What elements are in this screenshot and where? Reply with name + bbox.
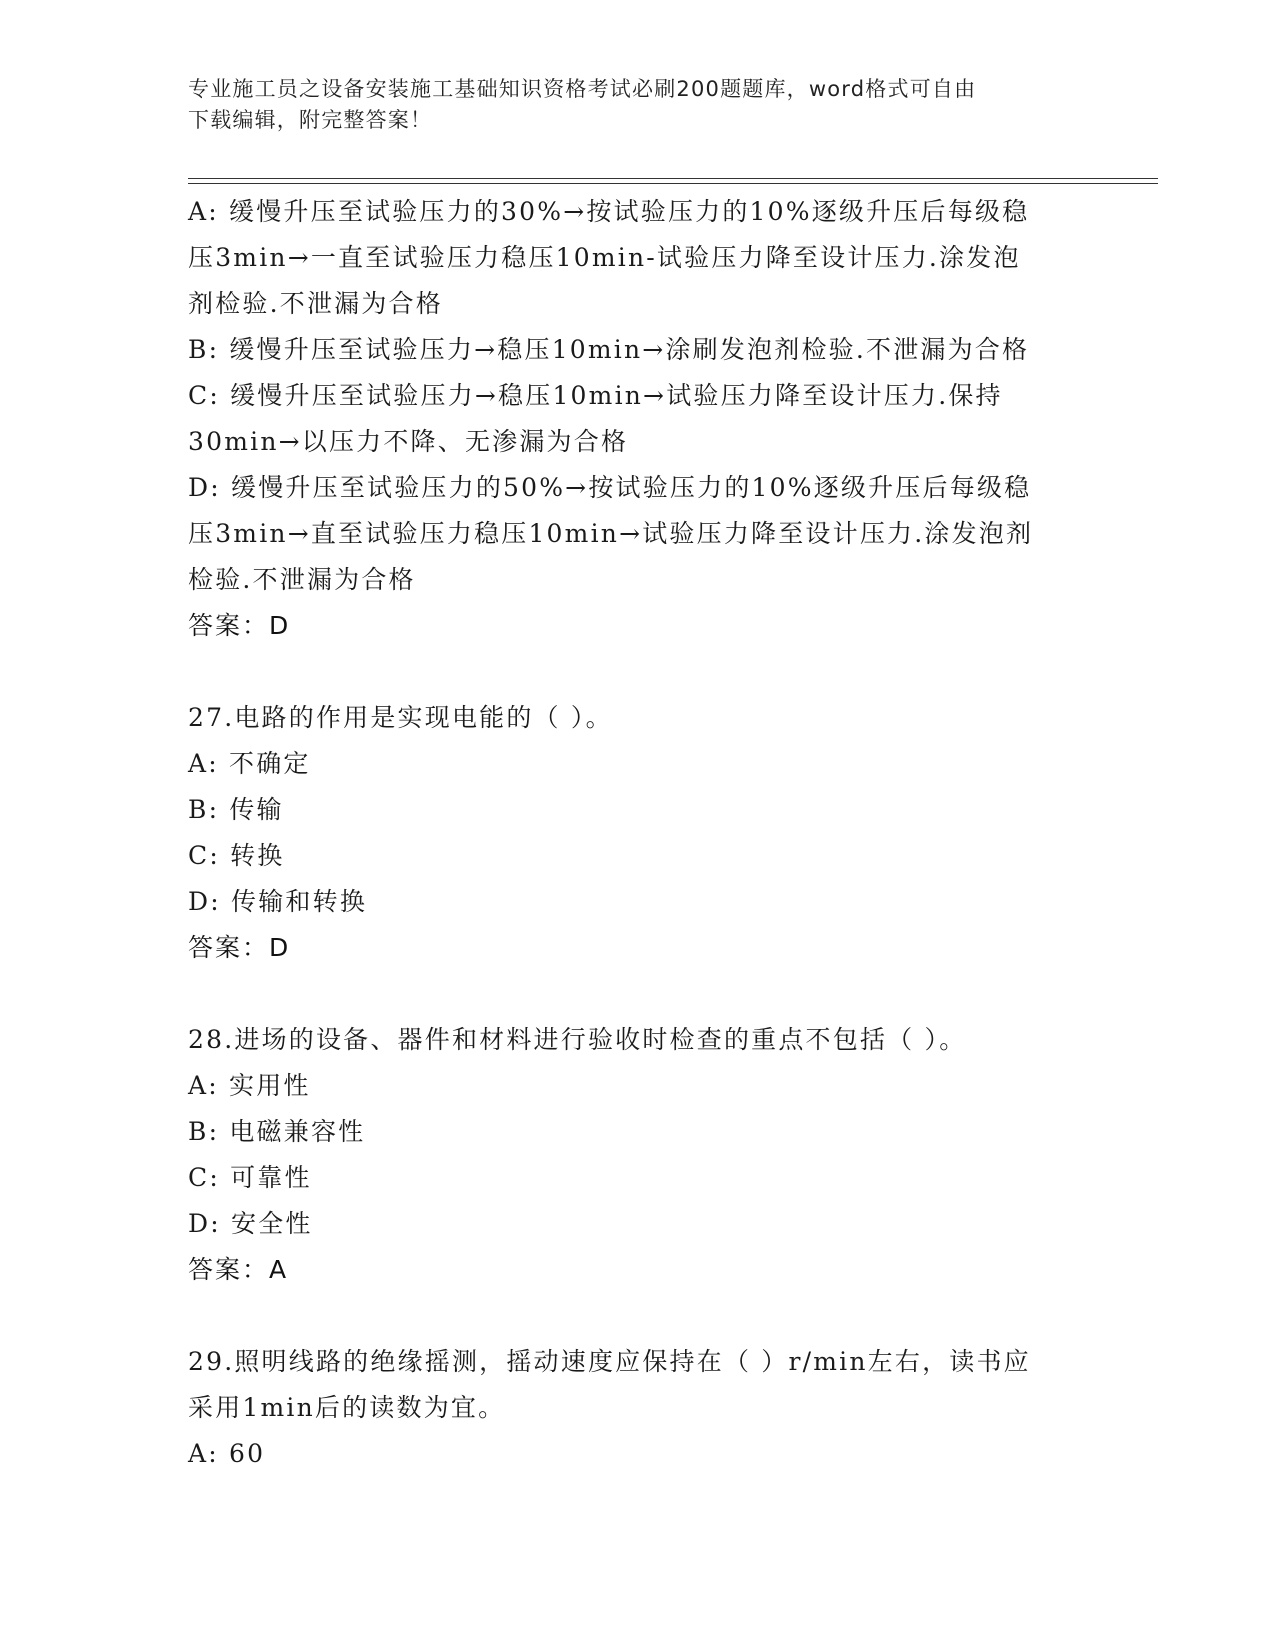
option-b: B: 传输 <box>188 795 284 824</box>
option-a-line: 剂检验.不泄漏为合格 <box>188 289 443 318</box>
option-d-line: 压3min→直至试验压力稳压10min→试验压力降至设计压力.涂发泡剂 <box>188 519 1034 548</box>
question-27 <box>188 695 1088 971</box>
option-c-line: C: 缓慢升压至试验压力→稳压10min→试验压力降至设计压力.保持 <box>188 381 1003 410</box>
option-a: A: 60 <box>188 1439 266 1468</box>
question-29 <box>188 1339 1088 1477</box>
question-26-options <box>188 189 1088 649</box>
question-content <box>188 189 1088 1477</box>
question-text: 28.进场的设备、器件和材料进行验收时检查的重点不包括（ ）。 <box>188 1025 967 1054</box>
question-text: 29.照明线路的绝缘摇测，摇动速度应保持在（ ）r/min左右，读书应 <box>188 1347 1031 1376</box>
header-title-line-2: 下载编辑，附完整答案！ <box>188 108 433 132</box>
option-a-line: 压3min→一直至试验压力稳压10min-试验压力降至设计压力.涂发泡 <box>188 243 1021 272</box>
option-d-line: D: 缓慢升压至试验压力的50%→按试验压力的10%逐级升压后每级稳 <box>188 473 1032 502</box>
option-c: C: 可靠性 <box>188 1163 312 1192</box>
option-b: B: 电磁兼容性 <box>188 1117 366 1146</box>
option-c: C: 转换 <box>188 841 285 870</box>
question-text: 27.电路的作用是实现电能的（ ）。 <box>188 703 613 732</box>
option-c-line: 30min→以压力不降、无渗漏为合格 <box>188 427 629 456</box>
spacer <box>188 649 1088 695</box>
answer-label: 答案：D <box>188 611 291 640</box>
option-b-line: B: 缓慢升压至试验压力→稳压10min→涂刷发泡剂检验.不泄漏为合格 <box>188 335 1030 364</box>
option-d: D: 传输和转换 <box>188 887 368 916</box>
header-divider-bottom <box>188 183 1158 184</box>
header-title-line-1: 专业施工员之设备安装施工基础知识资格考试必刷200题题库，word格式可自由 <box>188 77 977 101</box>
spacer <box>188 1293 1088 1339</box>
option-a: A: 实用性 <box>188 1071 311 1100</box>
document-header <box>188 74 1088 136</box>
option-d-line: 检验.不泄漏为合格 <box>188 565 416 594</box>
spacer <box>188 971 1088 1017</box>
answer-label: 答案：D <box>188 933 291 962</box>
option-d: D: 安全性 <box>188 1209 313 1238</box>
question-text: 采用1min后的读数为宜。 <box>188 1393 506 1422</box>
answer-label: 答案：A <box>188 1255 289 1284</box>
question-28 <box>188 1017 1088 1293</box>
header-divider-top <box>188 178 1158 179</box>
option-a: A: 不确定 <box>188 749 311 778</box>
option-a-line: A: 缓慢升压至试验压力的30%→按试验压力的10%逐级升压后每级稳 <box>188 197 1030 226</box>
